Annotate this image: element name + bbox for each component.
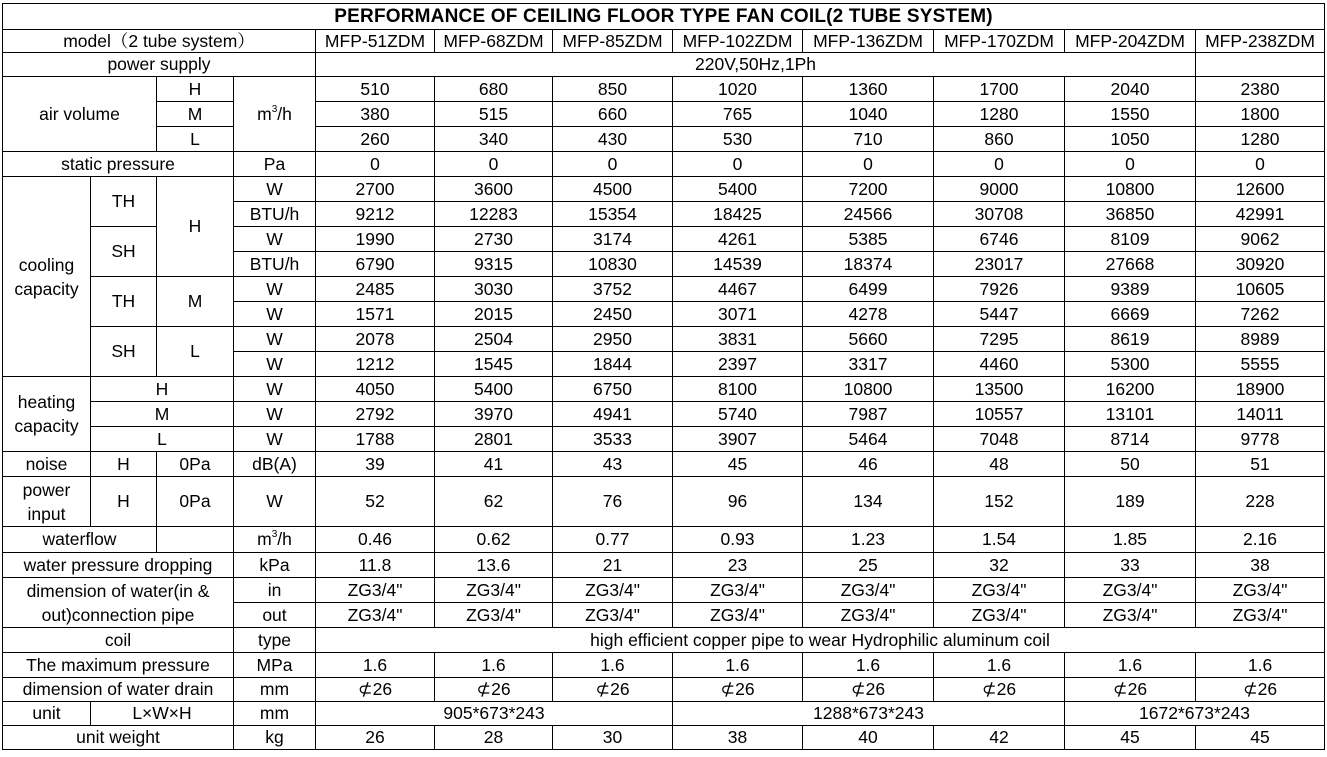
value-cell: 15354 [553, 202, 673, 227]
value-cell: 3071 [673, 302, 803, 327]
value-cell: 12600 [1196, 177, 1325, 202]
noise-label: noise [3, 452, 91, 477]
unit-w: W [234, 277, 316, 302]
value-cell: 1545 [435, 352, 553, 377]
value-cell: 45 [1196, 726, 1325, 750]
value-cell: 10557 [934, 402, 1065, 427]
value-cell: 3317 [803, 352, 934, 377]
value-cell: 7926 [934, 277, 1065, 302]
unit-w: W [234, 327, 316, 352]
value-cell: 1.6 [1196, 653, 1325, 678]
value-cell: 3831 [673, 327, 803, 352]
value-cell: 2801 [435, 427, 553, 452]
value-cell: ⊄26 [316, 678, 435, 702]
value-cell: 5555 [1196, 352, 1325, 377]
value-cell: 1788 [316, 427, 435, 452]
power-supply-label: power supply [3, 53, 316, 77]
value-cell: 3533 [553, 427, 673, 452]
value-cell: 3600 [435, 177, 553, 202]
value-cell: 2040 [1065, 77, 1196, 102]
value-cell: 380 [316, 102, 435, 127]
value-cell: 28 [435, 726, 553, 750]
value-cell: 45 [1065, 726, 1196, 750]
cooling-h-label: H [157, 177, 234, 277]
value-cell: 1280 [1196, 127, 1325, 152]
value-cell: 62 [435, 477, 553, 527]
value-cell: 32 [934, 553, 1065, 578]
value-cell: 0 [673, 152, 803, 177]
value-cell: 7262 [1196, 302, 1325, 327]
value-cell: 1.6 [435, 653, 553, 678]
value-cell: 0.46 [316, 527, 435, 553]
value-cell: ZG3/4" [1196, 578, 1325, 603]
unit-w: W [234, 477, 316, 527]
value-cell: 6669 [1065, 302, 1196, 327]
value-cell: 24566 [803, 202, 934, 227]
value-cell: 6746 [934, 227, 1065, 252]
value-cell: 3752 [553, 277, 673, 302]
water-drain-label: dimension of water drain [3, 678, 234, 702]
water-drain-row [3, 678, 1325, 702]
value-cell: 6750 [553, 377, 673, 402]
value-cell: 765 [673, 102, 803, 127]
value-cell: 7987 [803, 402, 934, 427]
value-cell: 33 [1065, 553, 1196, 578]
value-cell: 0.77 [553, 527, 673, 553]
noise-0pa: 0Pa [157, 452, 234, 477]
value-cell: 13500 [934, 377, 1065, 402]
speed-m: M [157, 102, 234, 127]
cooling-th-m-1-row [3, 277, 1325, 302]
power-supply-row [3, 53, 1325, 77]
pipe-out-label: out [234, 603, 316, 628]
value-cell: 710 [803, 127, 934, 152]
value-cell: ⊄26 [934, 678, 1065, 702]
value-cell: 48 [934, 452, 1065, 477]
waterflow-row [3, 527, 1325, 553]
unit-dba: dB(A) [234, 452, 316, 477]
value-cell: 30 [553, 726, 673, 750]
value-cell: 14539 [673, 252, 803, 277]
value-cell: 2504 [435, 327, 553, 352]
model-cell: MFP-136ZDM [803, 30, 934, 53]
value-cell: 96 [673, 477, 803, 527]
value-cell: 0 [1065, 152, 1196, 177]
value-cell: 660 [553, 102, 673, 127]
value-cell: 430 [553, 127, 673, 152]
value-cell: 2.16 [1196, 527, 1325, 553]
value-cell: 42 [934, 726, 1065, 750]
value-cell: 26 [316, 726, 435, 750]
value-cell: 2485 [316, 277, 435, 302]
model-row [3, 30, 1325, 53]
heating-h-row [3, 377, 1325, 402]
noise-row [3, 452, 1325, 477]
value-cell: 7295 [934, 327, 1065, 352]
value-cell: 680 [435, 77, 553, 102]
air-volume-m-row [3, 102, 1325, 127]
value-cell: 2078 [316, 327, 435, 352]
value-cell: 8989 [1196, 327, 1325, 352]
value-cell: 38 [1196, 553, 1325, 578]
power-input-h: H [91, 477, 157, 527]
value-cell: 5300 [1065, 352, 1196, 377]
value-cell: 5447 [934, 302, 1065, 327]
value-cell: 9062 [1196, 227, 1325, 252]
model-cell: MFP-102ZDM [673, 30, 803, 53]
unit-mpa: MPa [234, 653, 316, 678]
value-cell: 23 [673, 553, 803, 578]
value-cell: 6790 [316, 252, 435, 277]
value-cell: ⊄26 [803, 678, 934, 702]
value-cell: 23017 [934, 252, 1065, 277]
value-cell: 530 [673, 127, 803, 152]
value-cell: 0 [803, 152, 934, 177]
heating-h-label: H [91, 377, 234, 402]
coil-type-label: type [234, 628, 316, 653]
heating-m-label: M [91, 402, 234, 427]
value-cell: 1050 [1065, 127, 1196, 152]
unit-w: W [234, 377, 316, 402]
value-cell: ZG3/4" [934, 603, 1065, 628]
value-cell: 1280 [934, 102, 1065, 127]
unit-m3h-tail: /h [277, 103, 292, 124]
power-supply-value: 220V,50Hz,1Ph [316, 53, 1196, 77]
value-cell: 2730 [435, 227, 553, 252]
waterflow-label: waterflow [3, 527, 157, 553]
value-cell: 1020 [673, 77, 803, 102]
value-cell: ZG3/4" [553, 603, 673, 628]
value-cell: 4460 [934, 352, 1065, 377]
pressure-drop-label: water pressure dropping [3, 553, 234, 578]
waterflow-empty [157, 527, 234, 553]
value-cell: ZG3/4" [803, 603, 934, 628]
noise-h: H [91, 452, 157, 477]
value-cell: 1990 [316, 227, 435, 252]
unit-weight-row [3, 726, 1325, 750]
value-cell: 45 [673, 452, 803, 477]
value-cell: ZG3/4" [1065, 603, 1196, 628]
value-cell: 50 [1065, 452, 1196, 477]
value-cell: 18900 [1196, 377, 1325, 402]
unit-weight-label: unit weight [3, 726, 234, 750]
value-cell: 4278 [803, 302, 934, 327]
value-cell: 8619 [1065, 327, 1196, 352]
unit-m3h-base: m [257, 103, 272, 124]
model-cell: MFP-204ZDM [1065, 30, 1196, 53]
value-cell: 0 [435, 152, 553, 177]
value-cell: 152 [934, 477, 1065, 527]
dimension-cell: 1672*673*243 [1065, 702, 1325, 726]
coil-label: coil [3, 628, 234, 653]
value-cell: 1040 [803, 102, 934, 127]
value-cell: 5660 [803, 327, 934, 352]
value-cell: 11.8 [316, 553, 435, 578]
pressure-drop-row [3, 553, 1325, 578]
value-cell: 860 [934, 127, 1065, 152]
value-cell: ⊄26 [673, 678, 803, 702]
value-cell: 1.6 [803, 653, 934, 678]
value-cell: 9389 [1065, 277, 1196, 302]
pipe-in-label: in [234, 578, 316, 603]
pipe-in-row [3, 578, 1325, 603]
value-cell: 1571 [316, 302, 435, 327]
value-cell: 7048 [934, 427, 1065, 452]
unit-btuh: BTU/h [234, 252, 316, 277]
value-cell: 1.6 [553, 653, 673, 678]
value-cell: 52 [316, 477, 435, 527]
value-cell: 14011 [1196, 402, 1325, 427]
value-cell: 0 [553, 152, 673, 177]
dimension-cell: 905*673*243 [316, 702, 673, 726]
value-cell: ⊄26 [1065, 678, 1196, 702]
value-cell: 27668 [1065, 252, 1196, 277]
unit-m3h [234, 527, 316, 553]
model-cell: MFP-170ZDM [934, 30, 1065, 53]
unit-w: W [234, 427, 316, 452]
value-cell: 25 [803, 553, 934, 578]
value-cell: 1.23 [803, 527, 934, 553]
static-pressure-row [3, 152, 1325, 177]
value-cell: 40 [803, 726, 934, 750]
value-cell: 10800 [803, 377, 934, 402]
value-cell: 4261 [673, 227, 803, 252]
value-cell: 2950 [553, 327, 673, 352]
max-pressure-label: The maximum pressure [3, 653, 234, 678]
value-cell: 3970 [435, 402, 553, 427]
value-cell: 228 [1196, 477, 1325, 527]
value-cell: 18425 [673, 202, 803, 227]
model-cell: MFP-238ZDM [1196, 30, 1325, 53]
value-cell: ⊄26 [1196, 678, 1325, 702]
dimension-cell: 1288*673*243 [673, 702, 1065, 726]
unit-m3h-sup: 3 [271, 529, 278, 541]
coil-row [3, 628, 1325, 653]
value-cell: 4467 [673, 277, 803, 302]
value-cell: 1800 [1196, 102, 1325, 127]
value-cell: 8714 [1065, 427, 1196, 452]
cooling-sh-label: SH [91, 227, 157, 277]
value-cell: 12283 [435, 202, 553, 227]
value-cell: ZG3/4" [553, 578, 673, 603]
air-volume-label: air volume [3, 77, 157, 152]
air-volume-l-row [3, 127, 1325, 152]
value-cell: ZG3/4" [435, 603, 553, 628]
heating-l-row [3, 427, 1325, 452]
value-cell: 0 [1196, 152, 1325, 177]
value-cell: 46 [803, 452, 934, 477]
value-cell: 1212 [316, 352, 435, 377]
cooling-th-label: TH [91, 177, 157, 227]
value-cell: ZG3/4" [803, 578, 934, 603]
value-cell: 13.6 [435, 553, 553, 578]
cooling-sh-label: SH [91, 327, 157, 377]
value-cell: 4941 [553, 402, 673, 427]
pipe-dimension-label: dimension of water(in & out)connection pipe [3, 578, 234, 628]
value-cell: 1.6 [673, 653, 803, 678]
cooling-m-label: M [157, 277, 234, 327]
value-cell: 8100 [673, 377, 803, 402]
cooling-sh-l-1-row [3, 327, 1325, 352]
value-cell: 1700 [934, 77, 1065, 102]
value-cell: 1.85 [1065, 527, 1196, 553]
value-cell: 18374 [803, 252, 934, 277]
value-cell: 1.6 [934, 653, 1065, 678]
value-cell: 1550 [1065, 102, 1196, 127]
unit-m3h-sup: 3 [271, 103, 278, 115]
value-cell: 3030 [435, 277, 553, 302]
value-cell: 76 [553, 477, 673, 527]
value-cell: 5400 [435, 377, 553, 402]
value-cell: 5464 [803, 427, 934, 452]
value-cell: 340 [435, 127, 553, 152]
value-cell: 5385 [803, 227, 934, 252]
value-cell: 39 [316, 452, 435, 477]
unit-kpa: kPa [234, 553, 316, 578]
model-cell: MFP-51ZDM [316, 30, 435, 53]
value-cell: 4050 [316, 377, 435, 402]
value-cell: 43 [553, 452, 673, 477]
power-input-0pa: 0Pa [157, 477, 234, 527]
value-cell: 510 [316, 77, 435, 102]
heating-capacity-label: heating capacity [3, 377, 91, 452]
coil-value: high efficient copper pipe to wear Hydrophilic aluminum coil [316, 628, 1325, 653]
value-cell: 21 [553, 553, 673, 578]
value-cell: 30920 [1196, 252, 1325, 277]
unit-mm: mm [234, 702, 316, 726]
value-cell: 6499 [803, 277, 934, 302]
power-input-row [3, 477, 1325, 527]
value-cell: 1844 [553, 352, 673, 377]
value-cell: 30708 [934, 202, 1065, 227]
table-title: PERFORMANCE OF CEILING FLOOR TYPE FAN COIL(2 TUBE SYSTEM) [3, 4, 1325, 30]
value-cell: 2397 [673, 352, 803, 377]
value-cell: 5740 [673, 402, 803, 427]
unit-w: W [234, 352, 316, 377]
value-cell: 8109 [1065, 227, 1196, 252]
heating-l-label: L [91, 427, 234, 452]
value-cell: 51 [1196, 452, 1325, 477]
unit-dimension-row [3, 702, 1325, 726]
unit-pa: Pa [234, 152, 316, 177]
static-pressure-label: static pressure [3, 152, 234, 177]
value-cell: 9212 [316, 202, 435, 227]
value-cell: 9778 [1196, 427, 1325, 452]
value-cell: 10605 [1196, 277, 1325, 302]
value-cell: 2700 [316, 177, 435, 202]
speed-h: H [157, 77, 234, 102]
value-cell: 260 [316, 127, 435, 152]
value-cell: 850 [553, 77, 673, 102]
unit-btuh: BTU/h [234, 202, 316, 227]
cooling-th-label: TH [91, 277, 157, 327]
cooling-l-label: L [157, 327, 234, 377]
lwh-label: L×W×H [91, 702, 234, 726]
value-cell: 3907 [673, 427, 803, 452]
heating-m-row [3, 402, 1325, 427]
value-cell: 5400 [673, 177, 803, 202]
unit-label: unit [3, 702, 91, 726]
unit-w: W [234, 177, 316, 202]
model-label: model（2 tube system） [3, 30, 316, 53]
value-cell: ZG3/4" [934, 578, 1065, 603]
value-cell: 2380 [1196, 77, 1325, 102]
value-cell: 0.93 [673, 527, 803, 553]
title-row [3, 4, 1325, 30]
unit-mm: mm [234, 678, 316, 702]
value-cell: ZG3/4" [1065, 578, 1196, 603]
value-cell: 7200 [803, 177, 934, 202]
performance-table [2, 3, 1325, 750]
value-cell: 1.6 [316, 653, 435, 678]
value-cell: 41 [435, 452, 553, 477]
value-cell: 10800 [1065, 177, 1196, 202]
unit-w: W [234, 302, 316, 327]
speed-l: L [157, 127, 234, 152]
power-supply-empty [1196, 53, 1325, 77]
power-input-label: power input [3, 477, 91, 527]
cooling-th-h-w-row [3, 177, 1325, 202]
value-cell: ⊄26 [553, 678, 673, 702]
value-cell: ZG3/4" [673, 603, 803, 628]
unit-kg: kg [234, 726, 316, 750]
value-cell: 16200 [1065, 377, 1196, 402]
model-cell: MFP-85ZDM [553, 30, 673, 53]
value-cell: 1.6 [1065, 653, 1196, 678]
value-cell: 4500 [553, 177, 673, 202]
value-cell: 2015 [435, 302, 553, 327]
value-cell: 515 [435, 102, 553, 127]
air-volume-h-row [3, 77, 1325, 102]
value-cell: 189 [1065, 477, 1196, 527]
value-cell: 2792 [316, 402, 435, 427]
value-cell: ⊄26 [435, 678, 553, 702]
value-cell: 1360 [803, 77, 934, 102]
value-cell: 42991 [1196, 202, 1325, 227]
value-cell: 1.54 [934, 527, 1065, 553]
value-cell: 13101 [1065, 402, 1196, 427]
unit-m3h-base: m [257, 529, 272, 549]
unit-m3h [234, 77, 316, 152]
value-cell: 134 [803, 477, 934, 527]
value-cell: 0 [316, 152, 435, 177]
model-cell: MFP-68ZDM [435, 30, 553, 53]
value-cell: 2450 [553, 302, 673, 327]
unit-m3h-tail: /h [277, 529, 292, 549]
cooling-capacity-label: cooling capacity [3, 177, 91, 377]
value-cell: 3174 [553, 227, 673, 252]
value-cell: 36850 [1065, 202, 1196, 227]
value-cell: 9315 [435, 252, 553, 277]
value-cell: ZG3/4" [1196, 603, 1325, 628]
value-cell: 10830 [553, 252, 673, 277]
value-cell: 0 [934, 152, 1065, 177]
value-cell: ZG3/4" [316, 578, 435, 603]
value-cell: ZG3/4" [673, 578, 803, 603]
value-cell: 9000 [934, 177, 1065, 202]
value-cell: ZG3/4" [435, 578, 553, 603]
value-cell: 38 [673, 726, 803, 750]
max-pressure-row [3, 653, 1325, 678]
unit-w: W [234, 227, 316, 252]
value-cell: ZG3/4" [316, 603, 435, 628]
value-cell: 0.62 [435, 527, 553, 553]
unit-w: W [234, 402, 316, 427]
